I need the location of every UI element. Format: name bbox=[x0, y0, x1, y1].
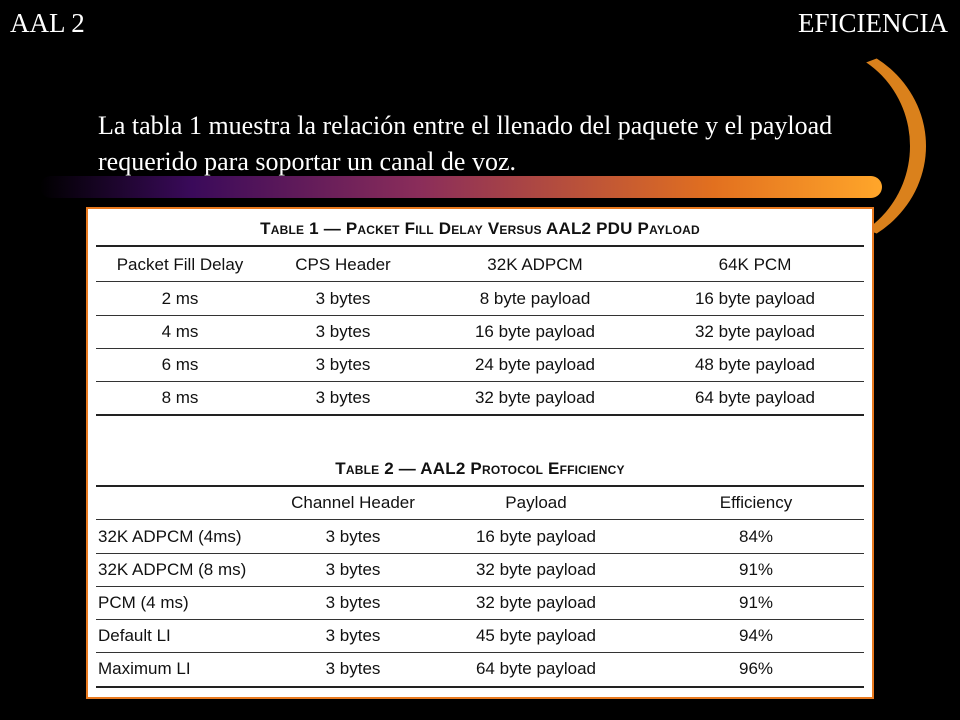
table2-cell: 91% bbox=[738, 593, 774, 612]
table2-bottom-rule bbox=[96, 686, 864, 688]
table-row bbox=[96, 316, 864, 348]
table2-cell: PCM (4 ms) bbox=[98, 593, 189, 612]
table1-cell: 32 byte payload bbox=[474, 388, 596, 407]
table1-header-cell: CPS Header bbox=[295, 255, 391, 274]
table1-header-rule bbox=[96, 281, 864, 282]
table-row bbox=[96, 653, 864, 685]
table2-cell: 94% bbox=[738, 626, 774, 645]
table1-cell: 3 bytes bbox=[315, 388, 371, 407]
table2-cell: 32K ADPCM (8 ms) bbox=[98, 560, 247, 579]
intro-paragraph: La tabla 1 muestra la relación entre el llenado del paquete y el payload requerido para soportar un canal de voz. bbox=[98, 111, 833, 176]
table1-cell: 6 ms bbox=[161, 355, 199, 374]
table2-cell: 16 byte payload bbox=[475, 527, 597, 546]
table2-cell: 96% bbox=[738, 659, 774, 678]
table2-header-cell: Payload bbox=[505, 493, 567, 512]
table-row bbox=[96, 349, 864, 381]
table2-cell: Maximum LI bbox=[98, 659, 191, 678]
table2-cell: 32 byte payload bbox=[475, 593, 597, 612]
table1-top-rule bbox=[96, 245, 864, 247]
table-row bbox=[96, 521, 864, 553]
table1-cell: 16 byte payload bbox=[694, 289, 816, 308]
table1-caption: Table 1 — Packet Fill Delay Versus AAL2 PDU Payload bbox=[260, 219, 700, 238]
table1-cell: 24 byte payload bbox=[474, 355, 596, 374]
corner-title-right: EFICIENCIA bbox=[798, 8, 948, 38]
table1-bottom-rule bbox=[96, 414, 864, 416]
table-row bbox=[96, 620, 864, 652]
table2-caption: Table 2 — AAL2 Protocol Efficiency bbox=[335, 459, 625, 478]
tables-figure bbox=[86, 207, 874, 699]
corner-title-left: AAL 2 bbox=[10, 8, 85, 38]
table2-cell: 3 bytes bbox=[325, 626, 381, 645]
table1-cell: 3 bytes bbox=[315, 289, 371, 308]
table2-header-rule bbox=[96, 519, 864, 520]
table1-cell: 48 byte payload bbox=[694, 355, 816, 374]
table1-cell: 8 ms bbox=[161, 388, 199, 407]
table2-cell: 91% bbox=[738, 560, 774, 579]
table1-cell: 8 byte payload bbox=[479, 289, 591, 308]
table-row bbox=[96, 283, 864, 315]
table1-header-cell: 64K PCM bbox=[718, 255, 792, 274]
table2-cell: 45 byte payload bbox=[475, 626, 597, 645]
table1-cell: 3 bytes bbox=[315, 355, 371, 374]
table2-cell: 32K ADPCM (4ms) bbox=[98, 527, 242, 546]
table1-cell: 3 bytes bbox=[315, 322, 371, 341]
table1-header-row bbox=[96, 249, 864, 281]
table1-header-cell: Packet Fill Delay bbox=[116, 255, 244, 274]
table2-cell: 3 bytes bbox=[325, 593, 381, 612]
table2-header-cell: Channel Header bbox=[291, 493, 415, 512]
table1-cell: 16 byte payload bbox=[474, 322, 596, 341]
table2-header-cell: Efficiency bbox=[719, 493, 793, 512]
table1-cell: 4 ms bbox=[161, 322, 199, 341]
table-row bbox=[96, 382, 864, 414]
table2-cell: Default LI bbox=[98, 626, 171, 645]
table2-cell: 3 bytes bbox=[325, 527, 381, 546]
table2-header-row bbox=[96, 487, 864, 519]
table1-cell: 2 ms bbox=[161, 289, 199, 308]
table1-cell: 64 byte payload bbox=[694, 388, 816, 407]
table2-cell: 84% bbox=[738, 527, 774, 546]
table-row bbox=[96, 554, 864, 586]
table2-cell: 3 bytes bbox=[325, 560, 381, 579]
table2-cell: 3 bytes bbox=[325, 659, 381, 678]
table2-cell: 64 byte payload bbox=[475, 659, 597, 678]
table1-header-cell: 32K ADPCM bbox=[487, 255, 583, 274]
table1-cell: 32 byte payload bbox=[694, 322, 816, 341]
table-row bbox=[96, 587, 864, 619]
table2-cell: 32 byte payload bbox=[475, 560, 597, 579]
